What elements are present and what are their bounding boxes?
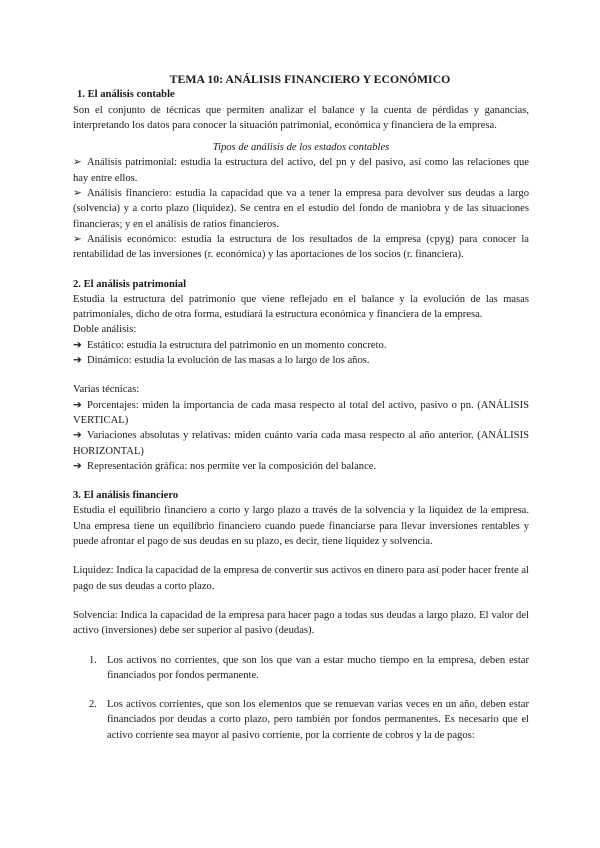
list-item: 2. Los activos corrientes, que son los elementos que se renuevan varias veces en un año, deben estar financiados por deudas a corto plazo, pero también por fondos permanentes. Es necesario que el activo corriente sea mayor al pasivo corriente, por la corriente de cobros y la de pagos: bbox=[89, 699, 529, 741]
section-3-intro: Estudia el equilibrio financiero a corto y largo plazo a través de la solvencia y la liquidez de la empresa. Una empresa tiene un equilibrio financiero cuando puede financiarse para llevar inversiones rentables y puede afrontar el pago de sus deudas en su plazo, es decir, tiene liquidez y solvencia. bbox=[73, 505, 529, 548]
tecnica-item-variaciones: ➔ Variaciones absolutas y relativas: miden cuánto varía cada masa respecto al año anterior. (ANÁLISIS HORIZONTAL) bbox=[73, 430, 529, 457]
numbered-list bbox=[73, 653, 529, 743]
section-1-intro: Son el conjunto de técnicas que permiten analizar el balance y la cuenta de pérdidas y ganancias, interpretando los datos para conocer la situación patrimonial, económica y financiera de la empresa. bbox=[73, 104, 529, 131]
type-item-economico: ➢ Análisis económico: estudia la estructura de los resultados de la empresa (cpyg) para conocer la rentabilidad de las inversiones (r. económica) y las aportaciones de los socios (r. financiera). bbox=[73, 233, 529, 261]
arrow-icon: ➔ bbox=[73, 399, 82, 411]
type-item-financiero: ➢ Análisis financiero: estudia la capacidad que va a tener la empresa para devolver sus deudas a largo (solvencia) y a corto plazo (liquidez). Se centra en el estudio del fondo de maniobra y de las situaciones financieras; y en el análisis de ratios financieros. bbox=[73, 188, 529, 230]
doble-item-estatico: ➔ Estático: estudia la estructura del patrimonio en un momento concreto. bbox=[73, 338, 529, 353]
section-3-heading: 3. El análisis financiero bbox=[73, 490, 179, 502]
types-title: Tipos de análisis de los estados contables bbox=[212, 142, 390, 154]
document-title: TEMA 10: ANÁLISIS FINANCIERO Y ECONÓMICO bbox=[169, 72, 451, 86]
solvencia-paragraph: Solvencia: Indica la capacidad de la empresa para hacer pago a todas sus deudas a largo plazo. El valor del activo (inversiones) debe ser superior al pasivo (deudas). bbox=[73, 609, 529, 637]
section-2-intro: Estudia la estructura del patrimonio que viene reflejado en el balance y la evolución de las masas patrimoniales, dicho de otra forma, estudiará la estructura económica y financiera de la empresa. bbox=[73, 293, 529, 321]
tecnicas-label: Varias técnicas: bbox=[73, 384, 140, 396]
tecnica-item-grafica: ➔ Representación gráfica: nos permite ver la composición del balance. bbox=[73, 459, 529, 474]
document-page bbox=[73, 72, 529, 743]
arrow-icon: ➔ bbox=[73, 430, 82, 442]
arrow-icon: ➔ bbox=[73, 460, 82, 472]
tecnica-item-porcentajes: ➔ Porcentajes: miden la importancia de cada masa respecto al total del activo, pasivo o pn. (ANÁLISIS VERTICAL) bbox=[73, 399, 529, 426]
arrow-icon: ➔ bbox=[73, 355, 82, 367]
bullet-icon: ➢ bbox=[73, 233, 82, 245]
liquidez-paragraph: Liquidez: Indica la capacidad de la empresa de convertir sus activos en dinero para así poder hacer frente al pago de sus deudas a corto plazo. bbox=[73, 565, 529, 592]
arrow-icon: ➔ bbox=[73, 339, 82, 351]
bullet-icon: ➢ bbox=[73, 188, 82, 200]
section-1-heading: 1. El análisis contable bbox=[77, 89, 175, 101]
bullet-icon: ➢ bbox=[73, 157, 82, 169]
doble-item-dinamico: ➔ Dinámico: estudia la evolución de las masas a lo largo de los años. bbox=[73, 353, 529, 368]
type-item-patrimonial: ➢ Análisis patrimonial: estudia la estructura del activo, del pn y del pasivo, así como las relaciones que hay entre ellos. bbox=[73, 157, 529, 184]
section-2-heading: 2. El análisis patrimonial bbox=[73, 278, 187, 290]
doble-analisis-label: Doble análisis: bbox=[73, 324, 137, 336]
list-item: 1. Los activos no corrientes, que son los que van a estar mucho tiempo en la empresa, deben estar financiados por fondos permanente. bbox=[89, 654, 529, 681]
